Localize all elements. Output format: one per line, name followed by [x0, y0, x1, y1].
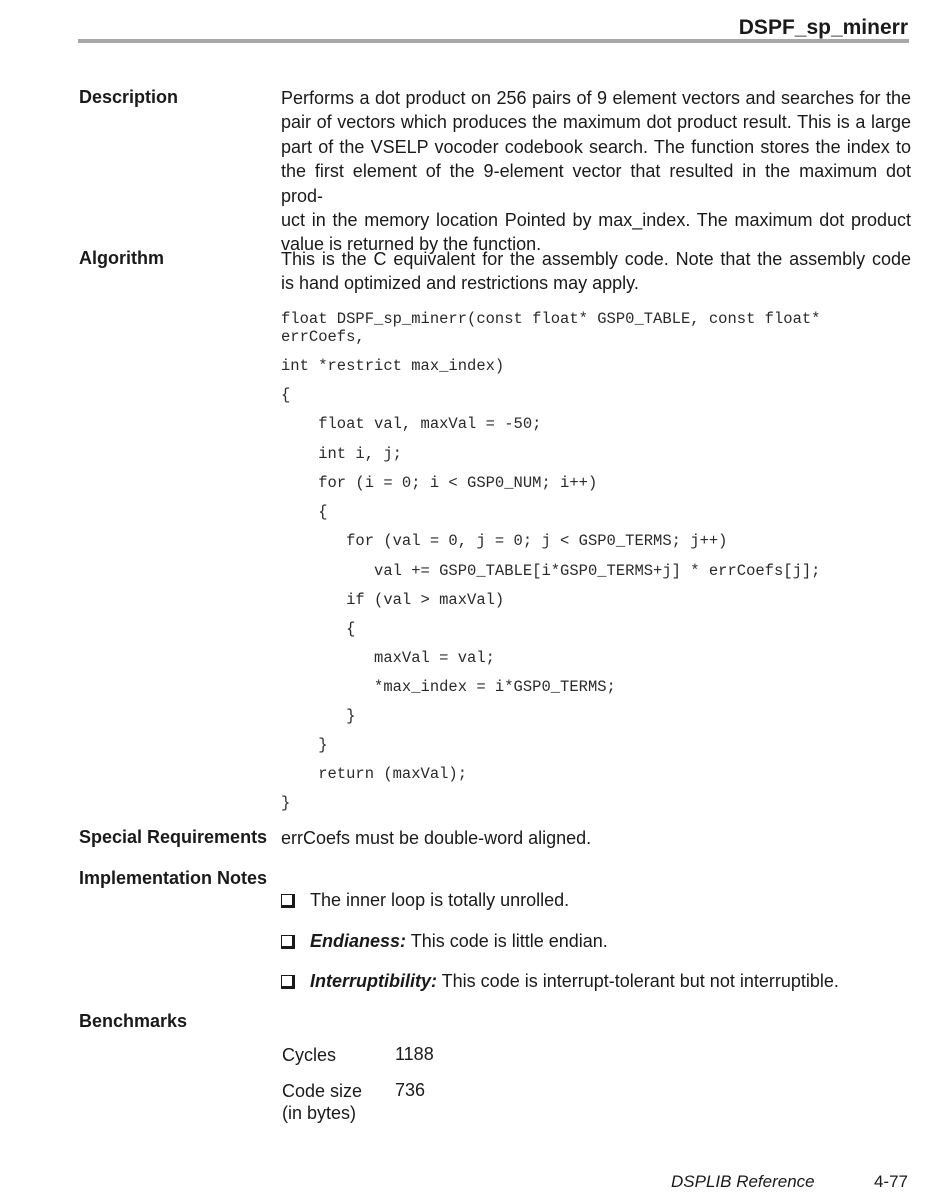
code-line: float DSPF_sp_minerr(const float* GSP0_TABLE, const float*	[281, 310, 821, 328]
checkbox-bullet-icon	[281, 935, 295, 949]
description-line: part of the VSELP vocoder codebook search. The function stores the index to	[281, 136, 911, 157]
code-line: if (val > maxVal)	[281, 591, 505, 609]
implementation-note-item	[281, 971, 839, 992]
description-line: the first element of the 9-element vector that resulted in the maximum dot prod-	[281, 161, 911, 206]
page-header-title: DSPF_sp_minerr	[738, 16, 908, 39]
checkbox-bullet-icon	[281, 975, 295, 989]
code-line: float val, maxVal = -50;	[281, 415, 542, 433]
special-requirements-text	[281, 826, 911, 850]
note-text: This code is little endian.	[406, 931, 608, 951]
description-line: pair of vectors which produces the maximum dot product result. This is a large	[281, 112, 911, 133]
code-line: val += GSP0_TABLE[i*GSP0_TERMS+j] * errCoefs[j];	[281, 562, 821, 580]
benchmark-label-line: Code size	[282, 1081, 363, 1101]
benchmark-label-line: (in bytes)	[282, 1103, 357, 1123]
code-line: {	[281, 503, 328, 521]
note-text: The inner loop is totally unrolled.	[310, 890, 570, 910]
code-line: int *restrict max_index)	[281, 357, 505, 375]
algorithm-label: Algorithm	[79, 248, 164, 268]
code-line: int i, j;	[281, 445, 402, 463]
code-line: {	[281, 386, 291, 404]
code-line: }	[281, 707, 356, 725]
code-line: return (maxVal);	[281, 765, 468, 783]
benchmarks-label: Benchmarks	[79, 1011, 188, 1031]
note-term: Endianess:	[310, 931, 407, 951]
description-label: Description	[79, 87, 179, 107]
benchmark-value: 736	[395, 1080, 426, 1100]
code-line: for (i = 0; i < GSP0_NUM; i++)	[281, 474, 598, 492]
code-line: for (val = 0, j = 0; j < GSP0_TERMS; j++)	[281, 532, 728, 550]
code-line: }	[281, 794, 291, 812]
code-line: }	[281, 736, 328, 754]
description-line: Performs a dot product on 256 pairs of 9 element vectors and searches for the	[281, 88, 911, 108]
algorithm-line: is hand optimized and restrictions may apply.	[281, 273, 639, 294]
footer-reference: DSPLIB Reference	[671, 1172, 815, 1191]
special-requirements-label: Special Requirements	[79, 827, 268, 847]
header-rule	[78, 39, 909, 43]
footer-page-number: 4-77	[873, 1172, 908, 1191]
implementation-note-item	[281, 931, 608, 952]
note-term: Interruptibility:	[310, 971, 437, 991]
benchmark-value: 1188	[395, 1044, 434, 1064]
code-line: errCoefs,	[281, 328, 365, 346]
code-line: maxVal = val;	[281, 649, 495, 667]
implementation-notes-label: Implementation Notes	[79, 868, 268, 888]
code-line: {	[281, 620, 356, 638]
benchmark-label-line: Cycles	[282, 1045, 337, 1065]
algorithm-line: This is the C equivalent for the assembly code. Note that the assembly code	[281, 249, 911, 269]
description-line: uct in the memory location Pointed by max_index. The maximum dot product	[281, 210, 911, 231]
description-text	[281, 86, 911, 257]
benchmark-label	[282, 1080, 362, 1124]
special-requirements-line: errCoefs must be double-word aligned.	[281, 828, 592, 848]
implementation-note-item	[281, 890, 569, 911]
algorithm-text	[281, 247, 911, 296]
checkbox-bullet-icon	[281, 894, 295, 908]
description-line: value is returned by the function.	[281, 234, 542, 255]
code-line: *max_index = i*GSP0_TERMS;	[281, 678, 616, 696]
benchmark-label	[282, 1044, 336, 1066]
note-text: This code is interrupt-tolerant but not interruptible.	[437, 971, 839, 991]
